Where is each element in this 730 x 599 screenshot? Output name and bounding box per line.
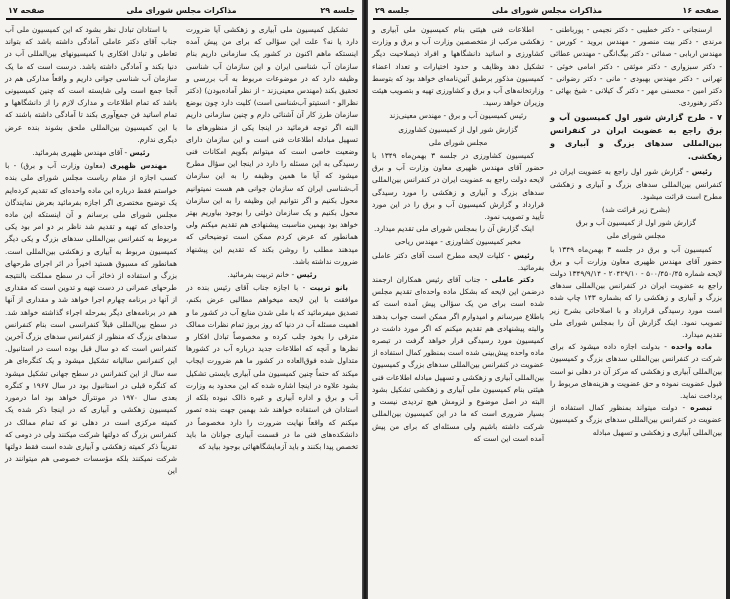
centered-line [372, 236, 544, 248]
paragraph-text: ارسنجانی - دکتر خطیبی - دکتر نجیمی - پورباطنی - مرندی - دکتر بیت منصور - مهندس بروید - کورس - مهندس اربابی - صفائی - دکتر بیگ‌انگی - مهندس عطائی - دکتر سبزواری - دکتر موثقی - دکتر امامی خوئی - تهرانی - دکتر مهندس بهبودی - مانی - دکتر رضوانی - دکتر امین - محسنی مهر - دکتر گ کیلانی - شیخ بهائی - دکتر رهنوردی. [550, 25, 722, 108]
paragraph-text: گزارش شور اول از کمیسیون آب و برق [576, 218, 696, 228]
page-number: صفحه ۱۷ [8, 6, 45, 15]
paragraph-text: - آقای مهندس ظهیری بفرمائید. [32, 148, 130, 158]
speaker-name: تبصره [690, 403, 712, 413]
book-gutter [362, 0, 368, 599]
paragraph [5, 160, 177, 477]
page-17 [0, 0, 363, 599]
centered-line [550, 204, 722, 216]
paragraph [5, 24, 177, 146]
speaker-name: رئیس [296, 270, 317, 280]
header-title: مذاکرات مجلس شورای ملی [491, 6, 603, 15]
text-column [186, 24, 358, 453]
paragraph-text: - بدولت اجازه داده میشود که برای شرکت در کنفرانس بین‌المللی سدهای بزرگ و کمیسیون بین‌المللی آبیاری و زهکشی که مرکز آن در دهلی نو است قبول عضویت نموده و حق عضویت و هزینه‌های مربوط را پرداخت نماید. [550, 342, 722, 401]
paragraph-text: رئیس کمیسیون آب و برق - مهندس معینی‌زند [389, 111, 527, 121]
paragraph [372, 24, 544, 109]
page-number: صفحه ۱۶ [682, 6, 719, 15]
paragraph-text: - خانم تربیت بفرمائید. [227, 270, 297, 280]
paragraph [372, 274, 544, 445]
paragraph [550, 402, 722, 439]
centered-line [5, 147, 177, 159]
speaker-name: بانو تربیت [309, 283, 348, 293]
centered-line [550, 217, 722, 229]
centered-line [372, 110, 544, 122]
paragraph-text: مجلس شورای ملی [428, 137, 488, 147]
page-edge [726, 0, 730, 599]
paragraph-text: گزارش شور اول از کمیسیون کشاورزی [398, 124, 518, 134]
paragraph [186, 282, 358, 453]
paragraph-text: - جناب آقای رئیس همکاران ارجمند درضمن این لایحه که بشکل ماده واحده‌ای تقدیم مجلس شده است برای من یک سؤالی پیش آمده است که باطلاع میرسانم و امیدوارم اگر ممکن است جواب بدهند والبته پیشنهادی هم تقدیم میکنم که اگر مورد داشت در کمیسیون مورد رسیدگی قرار خواهد گرفت در تبصره ماده واحده پیش‌بینی شده است بمنظور کمال استفاده از عضویت در کنفرانس بین‌المللی سدهای بزرگ و کمیسیون بین‌المللی آبیاری و زهکشی و تسهیل مبادله اطلاعات فنی هیئتی بنام کمیسیون ملی آبیاری و زهکشی تشکیل بشود البته در اصل موضوع و لزومش هیچ تردیدی نیست و بسیار ضروری است که ما در این کمیسیون بین‌المللی شرکت داشته باشیم ولی مسئله‌ای که برای من پیش آمده است این است که [372, 275, 544, 443]
paragraph-text: - با اجازه جناب آقای رئیس بنده در موافقت با این لایحه میخواهم مطالبی عرض بکنم، تصدیق میفرمائید که با ملی شدن منابع آب در کشور ما و اهمیت مسئله آب در دنیا که روز بروز تمام نظرات ممالک مترقی را بخود جلب کرده و مخصوصاً تبادل افکار و نظرها و آنچه که اطلاعات جدید درباره آب در کشورها متداول شده فوق‌العاده در کشور ما هم ضرورت ایجاب میکند که حتماً چنین کمیسیون ملی آبیاری بایستی تشکیل بشود علاوه در اینجا اشاره شده که این محدود به وزارت آب و برق و اداره آبیاری و غیره ذالک نبوده بلکه از استادان فن استفاده خواهند شد بهمین جهت بنده تصور میکنم که واقعاً نهایت ضرورت را دارد مخصوصاً در دانشکده‌های فنی ما در قسمت آبیاری جوانان ما باید تخصص پیدا بکنند و باید آزمایشگاههائی بوجود بیاید که [186, 283, 358, 451]
speaker-name: رئیس [129, 148, 150, 158]
paragraph [550, 341, 722, 402]
paragraph-text: (بشرح زیر قرائت شد) [601, 205, 671, 215]
paragraph [372, 150, 544, 223]
speaker-name: رئیس [513, 250, 534, 260]
centered-line [186, 269, 358, 281]
paragraph-text: (معاون وزارت آب و برق) - با کسب اجازه از مقام ریاست مجلس شورای ملی بنده خواستم فقط درباره این ماده واحده‌ای که تقدیم کرده‌ایم یک توضیح مختصری اگر اجازه بفرمائید بعرض نمایندگان مجلس شورای ملی برسانم و آن اینستکه این ماده واحده‌ای که تهیه و تقدیم شد ناظر بر دو امر بود یکی مربوط به کنفرانس بین‌المللی سدهای بزرگ و یکی دیگر کمیسیون مربوط به آبیاری و زهکشی بین‌المللی است. همانطور که مسبوق هستید اخیراً در اثر اجرای طرحهای بزرگ و استفاده از ذخائر آب در سطح مملکت بالنتیجه طرحهای عمرانی در دست تهیه و تدوین است که مقداری از آنها در برنامه چهارم اجرا خواهد شد و مقداری از آنها هم در برنامه‌های دیگر بمرحله اجراء گذاشته خواهد شد. در سطح بین‌المللی قبلاً کنفرانسی است بنام کنفرانس سدهای بزرگ که منظور از کنفرانس سدهای بزرگ آخرین کنفرانس است که دو سال قبل بوده است در استانبول. این کنفرانس سالیانه تشکیل میشود و یک کنگره‌ای هر سه سال از این کنفرانس در سطح جهانی تشکیل میشود که کنگره قبلی در استانبول بود در سال ۱۹۶۷ و کنگره بعدی سال ۱۹۷۰ در مونترآل خواهد بود اما درمورد کمیسیون زهکشی و آبیاری که در اینجا ذکر شده یک کمیته مرکزی است در دهلی نو که تمام ممالک در کنفرانس بزرگ که دولتها شرکت میکنند ولی در دومی که تقریباً ذکر کمیته زهکشی و آبیاری شده است فقط دولتها شرکت نمیکنند بلکه مؤسسات خصوصی هم میتوانند در این [5, 161, 178, 476]
centered-line [372, 124, 544, 136]
paragraph-text: با استادان تبادل نظر بشود که این کمیسیون ملی آب جناب آقای دکتر عاملی آمادگی داشته باشد که بتواند تعاطی و تبادل افکاری با کمیسیونهای بین‌المللی آب در دنیا بکند و آمادگی داشته باشد. درست است که ما یک سازمان آب شناسی جوانی داریم و واقعاً مدارکی هم در آنجا جمع است ولی شایسته است که چنین کمیسیونی باشد که تمام اطلاعات و مدارک لازم را از دانشگاهها و تمام اساتید فن جمع‌آوری بکند تا آمادگی داشته باشند که با این کمیسیون بین‌المللی ملحق بشوند بنده عرض دیگری ندارم. [5, 25, 177, 144]
running-header [373, 6, 721, 20]
paragraph-text: - گزارش شور اول راجع به عضویت ایران در کنفرانس بین‌المللی سدهای بزرگ و آبیاری و زهکشی مطرح است قرائت میشود. [550, 167, 722, 201]
speaker-name: دکتر عاملی [491, 275, 534, 285]
centered-line [550, 230, 722, 242]
centered-line [372, 137, 544, 149]
paragraph-text: مجلس شورای ملی [606, 231, 666, 241]
paragraph [550, 244, 722, 342]
paragraph-text: کمیسیون آب و برق در جلسه ۳ بهمن‌ماه ۱۳۴۹ با حضور آقای مهندس ظهیری معاون وزارت آب و برق لایحه شماره ۵۰۰/۴۵۰/۴۵ - ۲۰۴۲۹/۱۰ - ۱۳۴۹/۹/۱۴ دولت راجع به عضویت ایران در کنفرانس بین‌المللی سدهای بزرگ و آبیاری و زهکشی را که بشماره ۱۴۳ چاپ شده است مورد رسیدگی قرارداد و با اصلاحاتی بشرح زیر تصویب نمود. اینک گزارش آن را بمجلس شورای ملی تقدیم میدارد. [550, 244, 722, 340]
speaker-name: مهندس ظهیری [109, 161, 167, 171]
paragraph-text: تشکیل کمیسیون ملی آبیاری و زهکشی آیا ضرورت دارد یا نه؟ علت این سؤالی که برای من پیش آمده اینستکه ماهم اکنون در کشور یک سازمانی داریم بنام سازمان آب شناسی ایران و این سازمان آب شناسی وظیفه دارد که در موضوعات مربوط به آب بررسی و تحقیق بکند (مهندس معینی‌زند - از نظر آماده‌بودن) (دکتر نظرالو - انستیتو آب‌شناسی است) کلیت دارد چون بوضع سازمان طرز کار آن آشنائی دارم و چنین سازمانی داریم البته اگر توجه فرمائید در اینجا یکی از منظورهای ما تسهیل مبادله اطلاعات فنی است و این سازمان دارای وضعیت خاصی است که میتوانم بگویم امکانات فنی رسیدگی به این مسئله را دارد در اینجا این سؤال مطرح میشود که آیا ما همین وظیفه را به این سازمان آب‌شناسی ایران که سازمان جوانی هم هست نمیتوانیم محول بکنیم و اگر نتوانیم این وظیفه را به این سازمان محول بکنیم و یک سازمان دولتی را بوجود بیاوریم بهتر خواهد بود بهمین مناسبت پیشنهادی هم تقدیم میکنم ولی همانطور که عرض کردم ممکن است توضیحاتی که میدهند مطلب را روشن بکند که تقدیم این پیشنهاد ضرورت نداشته باشد. [186, 25, 358, 266]
paragraph [372, 250, 544, 274]
paragraph [186, 24, 358, 268]
paragraph [372, 223, 544, 235]
paragraph-text: - کلیات لایحه مطرح است آقای دکتر عاملی بفرمائید. [372, 250, 544, 272]
speaker-name: رئیس [691, 167, 712, 177]
text-column [372, 24, 544, 445]
session-number: جلسه ۲۹ [320, 6, 355, 15]
text-column [5, 24, 177, 478]
paragraph-text: - دولت میتواند بمنظور کمال استفاده از عضویت در کنفرانس بین‌المللی سدهای بزرگ و کمیسیون بین‌المللی آبیاری و زهکشی و تسهیل مبادله [550, 403, 722, 437]
paragraph-text: کمیسیون کشاورزی در جلسه ۳ بهمن‌ماه ۱۳۴۹ با حضور آقای مهندس ظهیری معاون وزارت آب و برق لایحه دولت راجع به عضویت ایران در کنفرانس بین‌المللی سدهای بزرگ و آبیاری و زهکشی را مورد رسیدگی قرارداد و گزارش کمیسیون آب و برق را در این مورد تأیید و تصویب نمود. [372, 151, 544, 222]
paragraph-text: مخبر کمیسیون کشاورزی - مهندس ریاحی [395, 237, 521, 247]
header-title: مذاکرات مجلس شورای ملی [126, 6, 237, 15]
paragraph-text: اطلاعات فنی هیئتی بنام کمیسیون ملی آبیاری و زهکشی مرکب از متخصصین وزارت آب و برق و وزارت کشاورزی و اساتید دانشگاهها و افراد ذیصلاحیت دیگر تشکیل دهد وظایف و حدود اختیارات و تعداد اعضاء کمیسیون مذکور برطبق آئین‌نامه‌ای خواهد بود که بتوسط وزارتخانه‌های آب و برق و کشاورزی تهیه و بتصویب هیئت وزیران خواهد رسید. [372, 25, 544, 108]
text-column [550, 24, 722, 439]
paragraph [550, 166, 722, 203]
paragraph-text: ۷ - طرح گزارش شور اول کمیسیون آب و برق راجع به عضویت ایران در کنفرانس بین‌المللی سدهای بزرگ و آبیاری و زهکشی. [550, 113, 722, 162]
session-number: جلسه ۲۹ [375, 6, 410, 15]
paragraph-text: اینک گزارش آن را بمجلس شورای ملی تقدیم میدارد. [374, 224, 534, 234]
running-header [6, 6, 357, 20]
section-heading [550, 111, 722, 163]
paragraph [550, 24, 722, 109]
speaker-name: ماده واحده [671, 342, 713, 352]
page-16 [367, 0, 727, 599]
